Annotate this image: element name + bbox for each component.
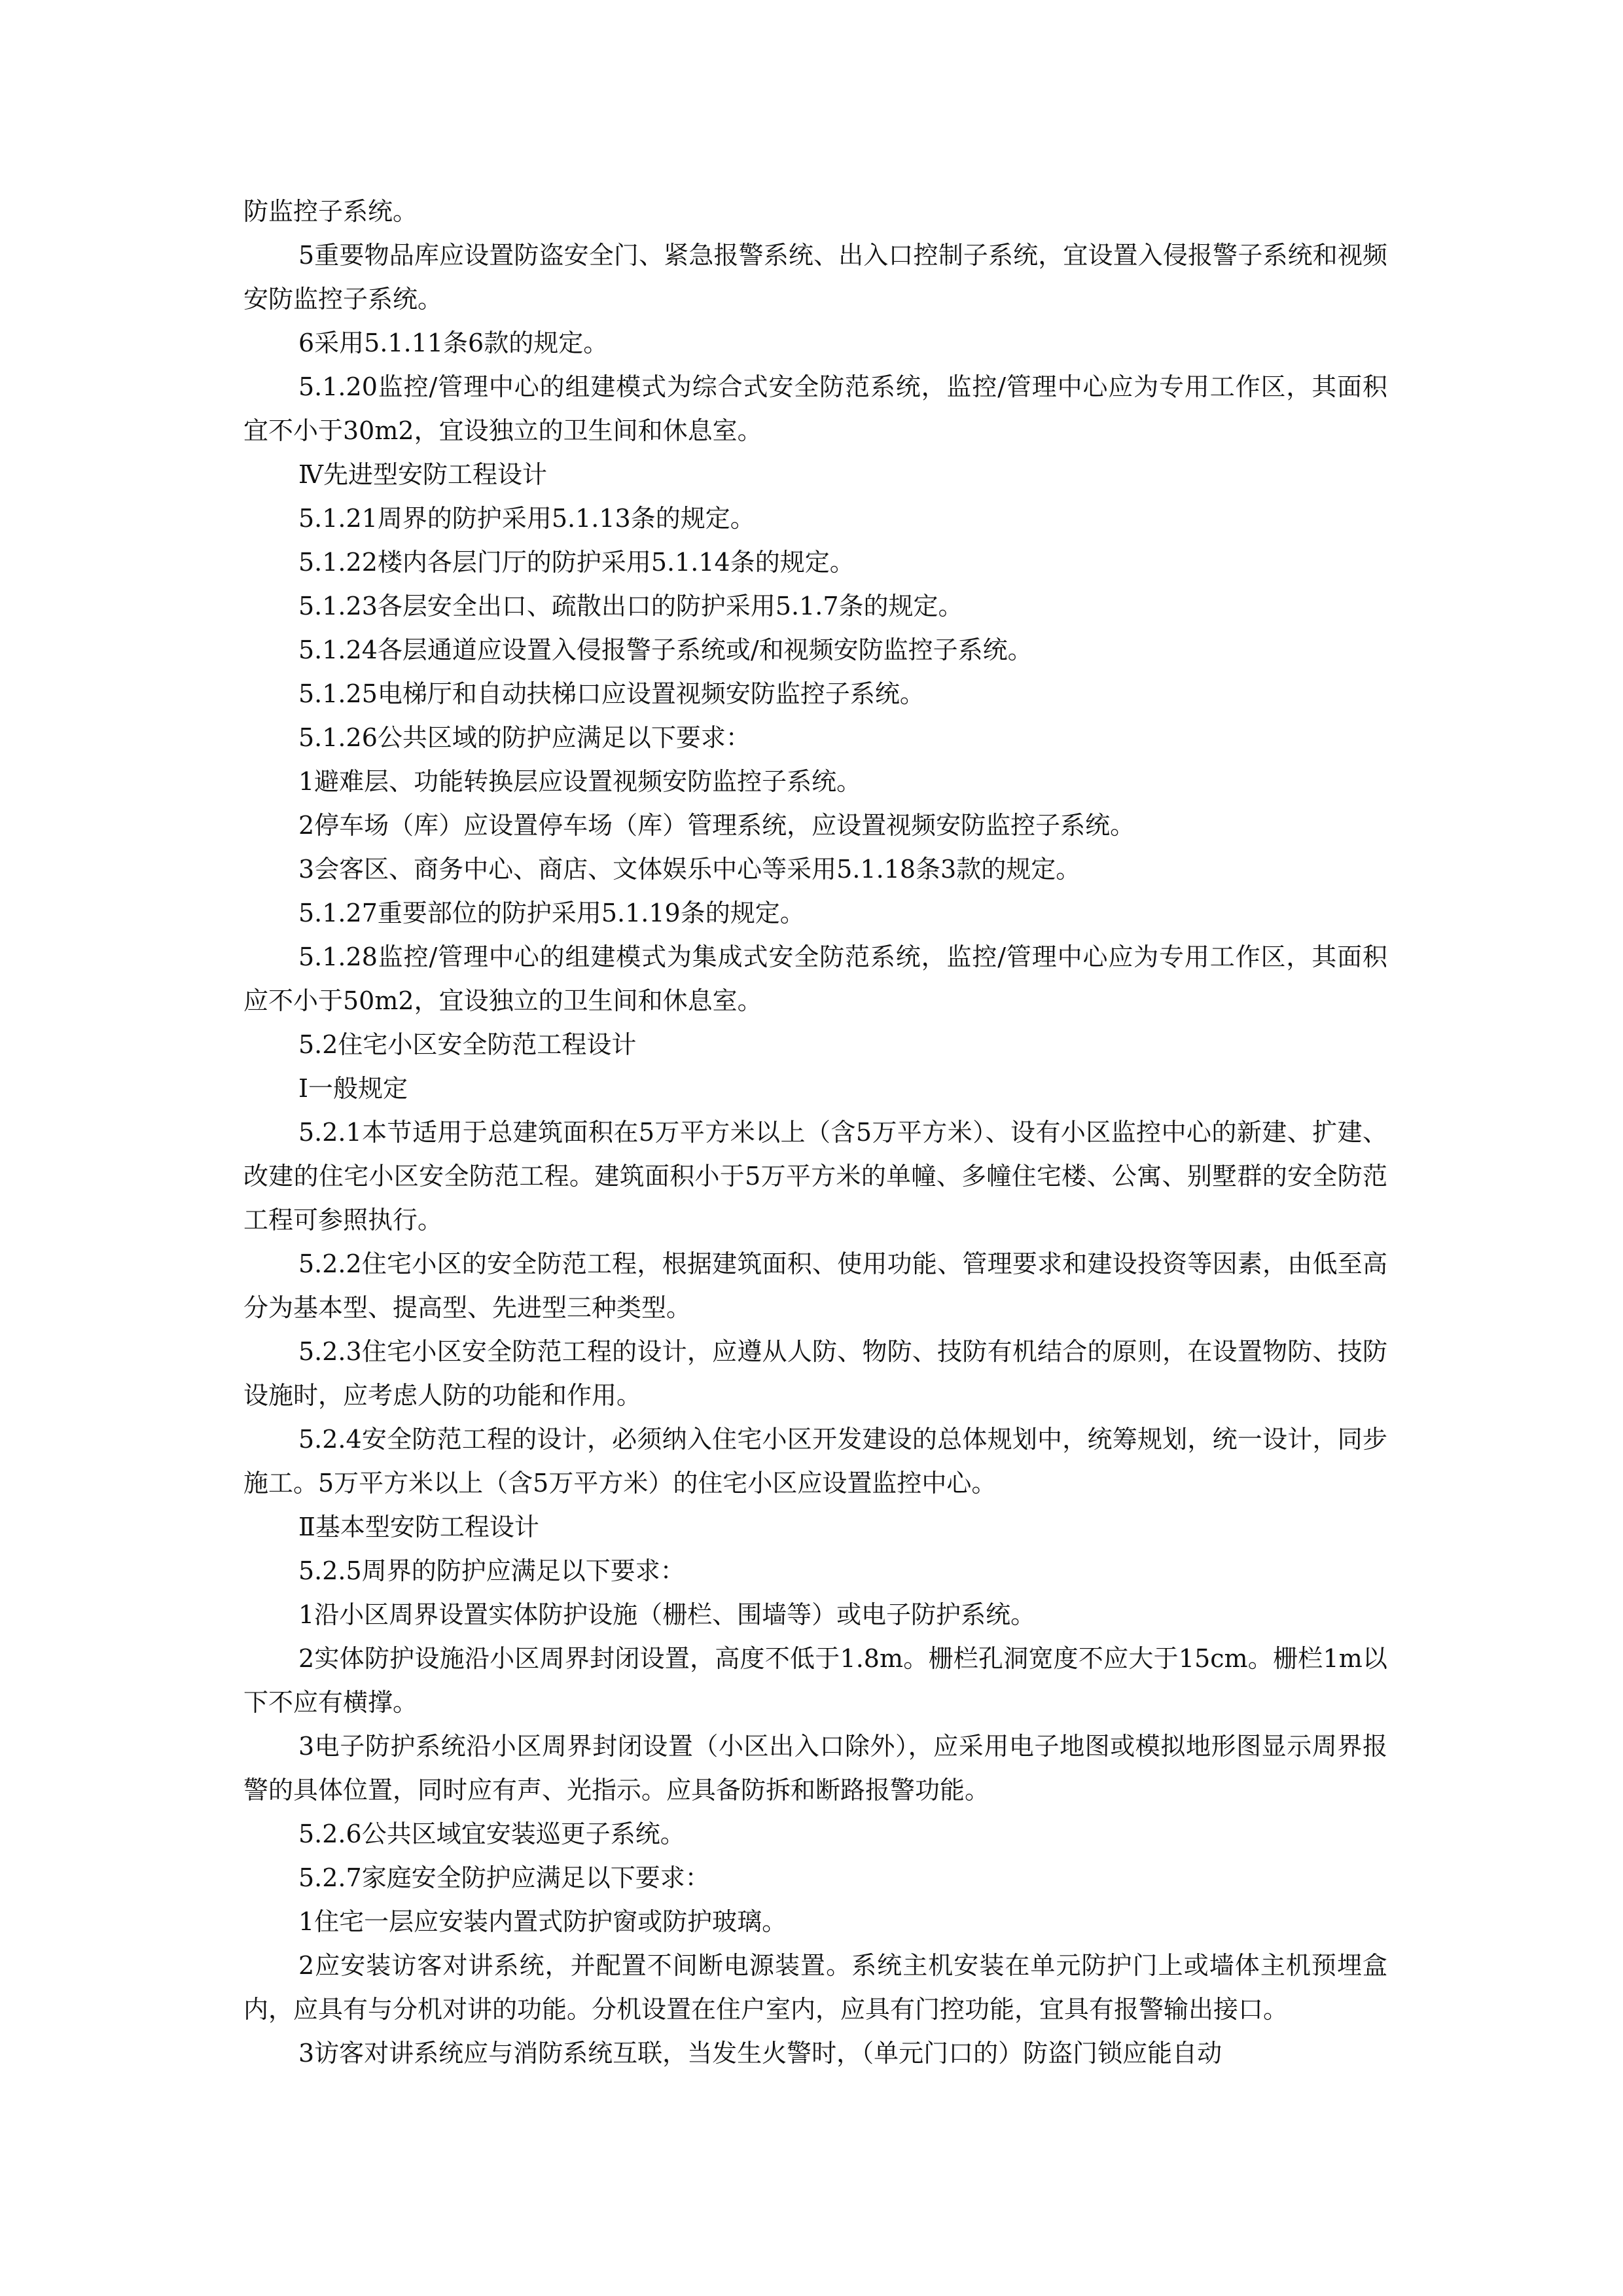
- paragraph: 防监控子系统。: [243, 197, 418, 226]
- paragraph: 1沿小区周界设置实体防护设施（栅栏、围墙等）或电子防护系统。: [298, 1600, 1036, 1629]
- section-heading: Ⅳ先进型安防工程设计: [298, 460, 547, 489]
- paragraph: 1住宅一层应安装内置式防护窗或防护玻璃。: [298, 1907, 787, 1936]
- paragraph: 5.1.21周界的防护采用5.1.13条的规定。: [298, 504, 755, 533]
- paragraph: 5.2.4安全防范工程的设计，必须纳入住宅小区开发建设的总体规划中，统筹规划，统一设计，同步施工。5万平方米以上（含5万平方米）的住宅小区应设置监控中心。: [243, 1425, 1387, 1498]
- paragraph: 5.2.3住宅小区安全防范工程的设计，应遵从人防、物防、技防有机结合的原则，在设置物防、技防设施时，应考虑人防的功能和作用。: [243, 1337, 1387, 1410]
- paragraph: 5.2.6公共区域宜安装巡更子系统。: [298, 1820, 685, 1848]
- paragraph: 3访客对讲系统应与消防系统互联，当发生火警时，（单元门口的）防盗门锁应能自动: [298, 2039, 1222, 2068]
- paragraph: 3电子防护系统沿小区周界封闭设置（小区出入口除外），应采用电子地图或模拟地形图显示周界报警的具体位置，同时应有声、光指示。应具备防拆和断路报警功能。: [243, 1732, 1387, 1804]
- paragraph: 5.2.7家庭安全防护应满足以下要求：: [298, 1863, 710, 1892]
- paragraph: 2应安装访客对讲系统，并配置不间断电源装置。系统主机安装在单元防护门上或墙体主机预埋盒内，应具有与分机对讲的功能。分机设置在住户室内，应具有门控功能，宜具有报警输出接口。: [243, 1951, 1387, 2024]
- paragraph: 5.2.1本节适用于总建筑面积在5万平方米以上（含5万平方米）、设有小区监控中心的新建、扩建、改建的住宅小区安全防范工程。建筑面积小于5万平方米的单幢、多幢住宅楼、公寓、别墅群的安全防范工程可参照执行。: [243, 1118, 1387, 1234]
- paragraph: 5.2.5周界的防护应满足以下要求：: [298, 1556, 685, 1585]
- paragraph: 5.1.28监控/管理中心的组建模式为集成式安全防范系统，监控/管理中心应为专用工作区，其面积应不小于50m2，宜设独立的卫生间和休息室。: [243, 942, 1387, 1015]
- paragraph: 5重要物品库应设置防盗安全门、紧急报警系统、出入口控制子系统，宜设置入侵报警子系统和视频安防监控子系统。: [243, 241, 1387, 314]
- paragraph: 1避难层、功能转换层应设置视频安防监控子系统。: [298, 767, 862, 796]
- paragraph: 5.1.25电梯厅和自动扶梯口应设置视频安防监控子系统。: [298, 679, 925, 708]
- paragraph: 5.2.2住宅小区的安全防范工程，根据建筑面积、使用功能、管理要求和建设投资等因素，由低至高分为基本型、提高型、先进型三种类型。: [243, 1249, 1387, 1322]
- paragraph: 2停车场（库）应设置停车场（库）管理系统，应设置视频安防监控子系统。: [298, 811, 1135, 840]
- section-heading: Ⅱ基本型安防工程设计: [298, 1513, 539, 1541]
- section-heading: 5.2住宅小区安全防范工程设计: [298, 1030, 637, 1059]
- paragraph: 5.1.20监控/管理中心的组建模式为综合式安全防范系统，监控/管理中心应为专用工作区，其面积宜不小于30m2，宜设独立的卫生间和休息室。: [243, 372, 1387, 445]
- paragraph: 3会客区、商务中心、商店、文体娱乐中心等采用5.1.18条3款的规定。: [298, 855, 1081, 884]
- paragraph: 5.1.24各层通道应设置入侵报警子系统或/和视频安防监控子系统。: [298, 636, 1033, 664]
- paragraph: 6采用5.1.11条6款的规定。: [298, 329, 609, 357]
- paragraph: 5.1.22楼内各层门厅的防护采用5.1.14条的规定。: [298, 548, 855, 577]
- paragraph: 2实体防护设施沿小区周界封闭设置，高度不低于1.8m。栅栏孔洞宽度不应大于15cm。栅栏1m以下不应有横撑。: [243, 1644, 1387, 1717]
- paragraph: 5.1.26公共区域的防护应满足以下要求：: [298, 723, 751, 752]
- section-heading: Ⅰ一般规定: [298, 1074, 408, 1103]
- paragraph: 5.1.23各层安全出口、疏散出口的防护采用5.1.7条的规定。: [298, 592, 963, 620]
- paragraph: 5.1.27重要部位的防护采用5.1.19条的规定。: [298, 899, 805, 927]
